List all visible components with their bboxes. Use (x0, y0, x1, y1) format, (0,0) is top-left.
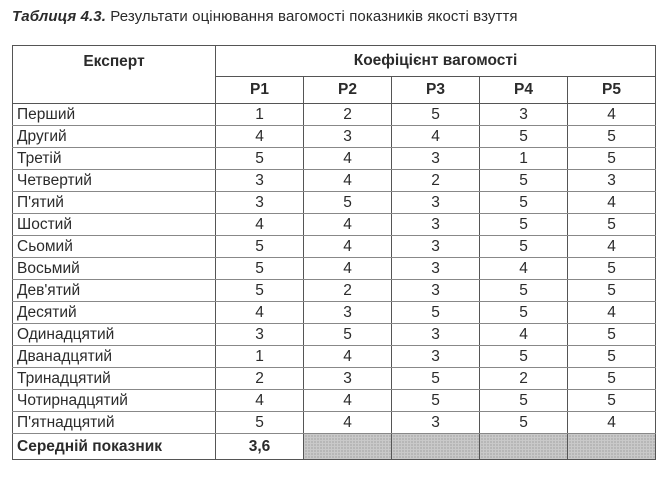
score-cell-p3: 3 (392, 346, 480, 368)
table-body (13, 104, 656, 434)
score-cell-p1: 5 (216, 148, 304, 170)
score-cell-p2: 4 (304, 214, 392, 236)
table-row (13, 126, 656, 148)
score-cell-p1: 3 (216, 170, 304, 192)
column-header-p2: P2 (304, 77, 392, 104)
score-cell-p4: 5 (480, 126, 568, 148)
expert-name-cell: Другий (13, 126, 216, 148)
score-cell-p1: 4 (216, 126, 304, 148)
score-cell-p5: 5 (568, 214, 656, 236)
score-cell-p5: 4 (568, 192, 656, 214)
score-cell-p1: 4 (216, 390, 304, 412)
score-cell-p3: 5 (392, 104, 480, 126)
column-header-p4: P4 (480, 77, 568, 104)
weight-coefficients-table (12, 45, 656, 460)
score-cell-p2: 3 (304, 302, 392, 324)
expert-name-cell: П'ятнадцятий (13, 412, 216, 434)
score-cell-p4: 5 (480, 302, 568, 324)
expert-name-cell: Четвертий (13, 170, 216, 192)
summary-value-p1: 3,6 (216, 434, 304, 460)
score-cell-p3: 3 (392, 148, 480, 170)
score-cell-p5: 4 (568, 104, 656, 126)
score-cell-p3: 3 (392, 192, 480, 214)
score-cell-p4: 5 (480, 192, 568, 214)
column-header-p1: P1 (216, 77, 304, 104)
score-cell-p2: 5 (304, 192, 392, 214)
summary-value-p3 (392, 434, 480, 460)
score-cell-p5: 5 (568, 390, 656, 412)
table-row (13, 104, 656, 126)
score-cell-p1: 4 (216, 214, 304, 236)
table-row (13, 170, 656, 192)
score-cell-p2: 2 (304, 104, 392, 126)
score-cell-p5: 5 (568, 346, 656, 368)
table-row (13, 236, 656, 258)
score-cell-p4: 4 (480, 258, 568, 280)
score-cell-p4: 5 (480, 280, 568, 302)
score-cell-p4: 3 (480, 104, 568, 126)
score-cell-p1: 5 (216, 412, 304, 434)
score-cell-p1: 4 (216, 302, 304, 324)
score-cell-p4: 1 (480, 148, 568, 170)
score-cell-p4: 5 (480, 390, 568, 412)
expert-name-cell: П'ятий (13, 192, 216, 214)
table-row (13, 192, 656, 214)
score-cell-p2: 3 (304, 368, 392, 390)
score-cell-p2: 4 (304, 170, 392, 192)
score-cell-p4: 5 (480, 346, 568, 368)
score-cell-p3: 3 (392, 280, 480, 302)
score-cell-p3: 3 (392, 236, 480, 258)
score-cell-p1: 1 (216, 346, 304, 368)
expert-name-cell: Шостий (13, 214, 216, 236)
score-cell-p3: 3 (392, 258, 480, 280)
table-row (13, 390, 656, 412)
column-header-p3: P3 (392, 77, 480, 104)
score-cell-p5: 4 (568, 302, 656, 324)
expert-name-cell: Десятий (13, 302, 216, 324)
expert-name-cell: Перший (13, 104, 216, 126)
score-cell-p2: 2 (304, 280, 392, 302)
caption-text: Результати оцінювання вагомості показників якості взуття (110, 8, 518, 25)
score-cell-p1: 3 (216, 324, 304, 346)
score-cell-p4: 5 (480, 170, 568, 192)
table-caption (12, 8, 518, 25)
score-cell-p3: 4 (392, 126, 480, 148)
table-row (13, 412, 656, 434)
expert-name-cell: Восьмий (13, 258, 216, 280)
table-row (13, 324, 656, 346)
table-row (13, 258, 656, 280)
table-row (13, 280, 656, 302)
score-cell-p5: 5 (568, 148, 656, 170)
summary-value-p5 (568, 434, 656, 460)
score-cell-p5: 5 (568, 324, 656, 346)
expert-name-cell: Сьомий (13, 236, 216, 258)
score-cell-p3: 3 (392, 412, 480, 434)
score-cell-p1: 3 (216, 192, 304, 214)
score-cell-p4: 5 (480, 236, 568, 258)
expert-name-cell: Одинадцятий (13, 324, 216, 346)
score-cell-p3: 3 (392, 214, 480, 236)
column-header-p5: P5 (568, 77, 656, 104)
table-row (13, 214, 656, 236)
score-cell-p2: 5 (304, 324, 392, 346)
expert-name-cell: Дев'ятий (13, 280, 216, 302)
coefficient-column-header: Коефіцієнт вагомості (216, 46, 656, 77)
expert-name-cell: Третій (13, 148, 216, 170)
score-cell-p5: 5 (568, 126, 656, 148)
score-cell-p3: 5 (392, 390, 480, 412)
table-row (13, 302, 656, 324)
score-cell-p4: 2 (480, 368, 568, 390)
expert-name-cell: Тринадцятий (13, 368, 216, 390)
score-cell-p2: 4 (304, 236, 392, 258)
score-cell-p2: 4 (304, 148, 392, 170)
score-cell-p2: 3 (304, 126, 392, 148)
score-cell-p3: 5 (392, 368, 480, 390)
score-cell-p5: 5 (568, 368, 656, 390)
summary-value-p2 (304, 434, 392, 460)
score-cell-p3: 5 (392, 302, 480, 324)
score-cell-p1: 1 (216, 104, 304, 126)
expert-name-cell: Чотирнадцятий (13, 390, 216, 412)
score-cell-p5: 3 (568, 170, 656, 192)
score-cell-p2: 4 (304, 412, 392, 434)
score-cell-p1: 5 (216, 236, 304, 258)
table-row (13, 368, 656, 390)
score-cell-p1: 2 (216, 368, 304, 390)
score-cell-p2: 4 (304, 390, 392, 412)
caption-label: Таблиця 4.3. (12, 8, 106, 25)
score-cell-p3: 2 (392, 170, 480, 192)
score-cell-p5: 5 (568, 280, 656, 302)
score-cell-p1: 5 (216, 258, 304, 280)
summary-value-p4 (480, 434, 568, 460)
score-cell-p5: 4 (568, 412, 656, 434)
expert-column-header: Експерт (13, 46, 216, 104)
score-cell-p2: 4 (304, 258, 392, 280)
score-cell-p5: 5 (568, 258, 656, 280)
summary-label: Середній показник (13, 434, 216, 460)
table-row (13, 148, 656, 170)
score-cell-p1: 5 (216, 280, 304, 302)
score-cell-p4: 5 (480, 214, 568, 236)
score-cell-p4: 5 (480, 412, 568, 434)
header-row-top (13, 46, 656, 77)
summary-row (13, 434, 656, 460)
score-cell-p4: 4 (480, 324, 568, 346)
table-row (13, 346, 656, 368)
score-cell-p5: 4 (568, 236, 656, 258)
expert-name-cell: Дванадцятий (13, 346, 216, 368)
score-cell-p3: 3 (392, 324, 480, 346)
score-cell-p2: 4 (304, 346, 392, 368)
